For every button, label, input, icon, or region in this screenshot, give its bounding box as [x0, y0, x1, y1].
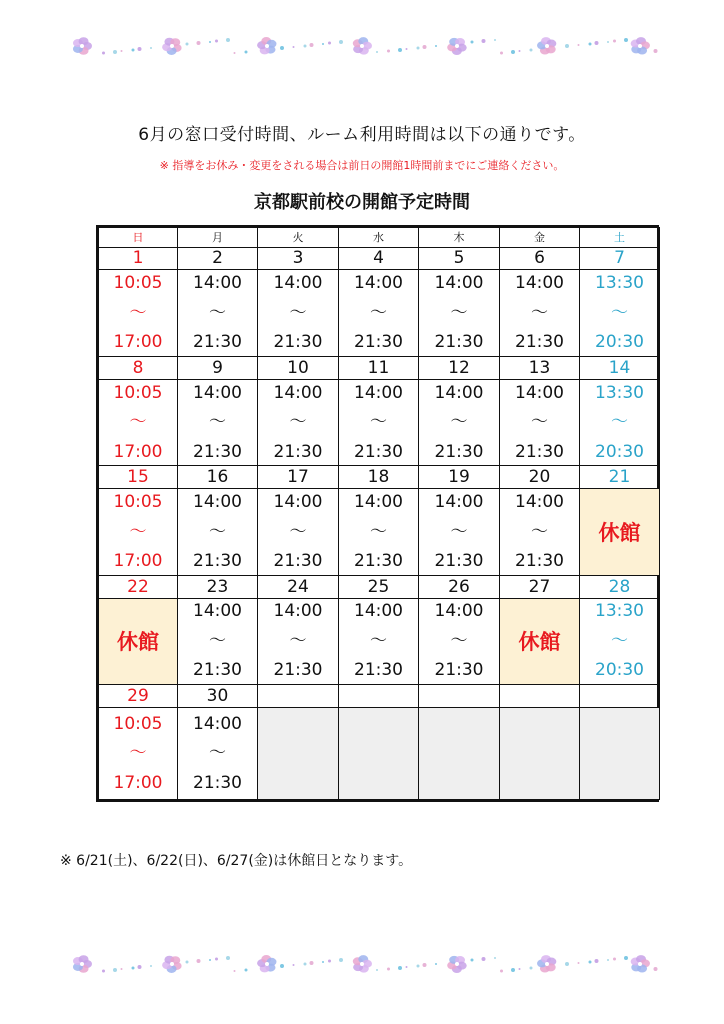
date-cell: 3: [258, 247, 339, 270]
hours-cell: [178, 708, 258, 800]
date-cell: 17: [258, 466, 339, 489]
opening-hours: [580, 275, 659, 351]
empty-cell: [339, 708, 419, 800]
dot-icon: [339, 958, 343, 962]
dot-icon: [607, 959, 609, 961]
range-tilde: ～: [209, 743, 226, 763]
dot-icon: [654, 967, 658, 971]
range-tilde: ～: [209, 412, 226, 433]
hours-cell: [419, 598, 500, 685]
close-time: 21:30: [515, 441, 564, 462]
range-tilde: ～: [289, 302, 307, 323]
opening-hours: [178, 713, 257, 793]
range-tilde: ～: [289, 412, 307, 433]
dot-icon: [310, 961, 314, 965]
range-tilde: ～: [450, 302, 468, 323]
dot-icon: [565, 962, 569, 966]
date-cell: [419, 685, 500, 708]
dot-icon: [226, 956, 230, 960]
dot-icon: [565, 44, 569, 48]
date-cell: [258, 685, 339, 708]
date-cell: 11: [339, 357, 419, 380]
range-tilde: ～: [531, 302, 548, 323]
close-time: 21:30: [193, 660, 242, 681]
close-time: 21:30: [515, 332, 564, 353]
close-time: 17:00: [113, 332, 163, 353]
flower-icon: [257, 955, 276, 972]
dot-icon: [494, 957, 496, 959]
opening-hours: [99, 713, 177, 793]
dot-icon: [435, 45, 437, 47]
date-cell: 29: [99, 685, 178, 708]
calendar: [96, 225, 659, 802]
dot-icon: [589, 43, 592, 46]
opening-hours: [178, 603, 257, 679]
open-time: 14:00: [515, 382, 564, 403]
closed-days-note: ※ 6/21(土)、6/22(日)、6/27(金)は休館日となります。: [60, 853, 413, 869]
open-time: 14:00: [273, 382, 323, 403]
opening-hours: [580, 603, 659, 679]
close-time: 20:30: [595, 332, 644, 353]
date-cell: 30: [178, 685, 258, 708]
contact-notice: ※ 指導をお休み・変更をされる場合は前日の開館1時間前までにご連絡ください。: [159, 159, 565, 172]
range-tilde: ～: [289, 630, 307, 651]
hours-cell: [178, 489, 258, 576]
dot-icon: [511, 968, 515, 972]
hours-cell: [178, 270, 258, 357]
dot-icon: [398, 966, 402, 970]
open-time: 14:00: [515, 273, 564, 294]
flower-border-bottom: [62, 950, 662, 978]
opening-hours: [419, 494, 499, 570]
dot-icon: [121, 50, 123, 52]
date-cell: 18: [339, 466, 419, 489]
range-tilde: ～: [611, 630, 628, 651]
open-time: 14:00: [193, 273, 242, 294]
date-cell: [339, 685, 419, 708]
range-tilde: ～: [209, 630, 226, 651]
dot-icon: [113, 968, 117, 972]
open-time: 10:05: [113, 382, 163, 403]
dot-icon: [304, 45, 307, 48]
dot-icon: [519, 50, 521, 52]
hours-cell: [339, 489, 419, 576]
date-cell: 5: [419, 247, 500, 270]
dot-icon: [500, 52, 503, 55]
dot-icon: [471, 41, 474, 44]
empty-cell: [580, 708, 660, 800]
date-cell: 1: [99, 247, 178, 270]
open-time: 14:00: [273, 601, 323, 622]
opening-hours: [419, 382, 499, 462]
hours-cell: [99, 489, 178, 576]
open-time: 14:00: [193, 382, 242, 403]
close-time: 21:30: [193, 332, 242, 353]
opening-hours: [339, 494, 418, 570]
date-cell: 26: [419, 575, 500, 598]
hours-cell: [339, 270, 419, 357]
dot-icon: [226, 38, 230, 42]
range-tilde: ～: [611, 412, 628, 433]
date-cell: 28: [580, 575, 660, 598]
weekday-header: 月: [178, 228, 258, 248]
hours-cell: [258, 598, 339, 685]
dot-icon: [310, 43, 314, 47]
open-time: 14:00: [434, 492, 484, 513]
hours-cell: [339, 598, 419, 685]
range-tilde: ～: [370, 521, 387, 542]
closed-label: 休館: [117, 630, 159, 655]
close-time: 20:30: [595, 441, 644, 462]
flower-icon: [447, 956, 467, 973]
flower-icon: [447, 38, 467, 55]
dot-icon: [589, 961, 592, 964]
dot-icon: [245, 969, 248, 972]
flower-icon: [631, 955, 650, 972]
open-time: 14:00: [354, 273, 403, 294]
empty-cell: [419, 708, 500, 800]
flower-border-top: [62, 32, 662, 60]
dot-icon: [494, 39, 496, 41]
dot-icon: [435, 963, 437, 965]
date-cell: 14: [580, 357, 660, 380]
close-time: 21:30: [354, 551, 403, 572]
date-cell: 9: [178, 357, 258, 380]
hours-cell: [419, 379, 500, 466]
open-time: 14:00: [354, 601, 403, 622]
opening-hours: [419, 275, 499, 351]
flower-icon: [73, 955, 92, 973]
dot-icon: [406, 966, 408, 968]
dot-icon: [417, 47, 420, 50]
opening-hours: [339, 275, 418, 351]
open-time: 14:00: [354, 492, 403, 513]
closed-label: 休館: [598, 521, 641, 546]
dot-icon: [530, 49, 533, 52]
weekday-header: 土: [580, 228, 660, 248]
close-time: 21:30: [515, 551, 564, 572]
dot-icon: [578, 44, 580, 46]
dot-icon: [209, 959, 211, 961]
flower-icon: [162, 38, 181, 55]
opening-hours: [339, 382, 418, 462]
close-time: 21:30: [273, 551, 323, 572]
opening-hours: [258, 494, 338, 570]
date-cell: 7: [580, 247, 660, 270]
range-tilde: ～: [450, 521, 468, 542]
open-time: 14:00: [434, 601, 484, 622]
dot-icon: [215, 958, 218, 961]
dot-icon: [234, 970, 236, 972]
opening-hours: [500, 494, 579, 570]
dot-icon: [328, 960, 331, 963]
hours-cell: [339, 379, 419, 466]
dot-icon: [398, 48, 402, 52]
date-cell: 10: [258, 357, 339, 380]
range-tilde: ～: [611, 302, 628, 323]
dot-icon: [406, 48, 408, 50]
range-tilde: ～: [129, 412, 147, 433]
date-cell: [500, 685, 580, 708]
hours-cell: [99, 708, 178, 800]
flower-icon: [353, 37, 372, 54]
open-time: 13:30: [595, 382, 644, 403]
open-time: 10:05: [113, 492, 163, 513]
range-tilde: ～: [450, 412, 468, 433]
opening-hours: [99, 275, 177, 351]
opening-hours: [99, 382, 177, 462]
flower-garland-icon: [62, 32, 662, 60]
open-time: 14:00: [515, 492, 564, 513]
hours-cell: [580, 379, 660, 466]
dot-icon: [113, 50, 117, 54]
opening-hours: [500, 382, 579, 462]
date-cell: 21: [580, 466, 660, 489]
date-cell: 20: [500, 466, 580, 489]
calendar-grid: [98, 227, 660, 800]
empty-cell: [258, 708, 339, 800]
hours-cell: [500, 379, 580, 466]
close-time: 17:00: [113, 551, 163, 572]
dot-icon: [150, 47, 152, 49]
close-time: 21:30: [273, 441, 323, 462]
dot-icon: [215, 40, 218, 43]
open-time: 14:00: [273, 273, 323, 294]
dot-icon: [471, 959, 474, 962]
dot-icon: [304, 963, 307, 966]
open-time: 14:00: [354, 382, 403, 403]
dot-icon: [500, 970, 503, 973]
dot-icon: [132, 967, 135, 970]
page-title: 京都駅前校の開館予定時間: [254, 192, 470, 213]
intro-text: 6月の窓口受付時間、ルーム利用時間は以下の通りです。: [138, 125, 586, 145]
closed-cell: [500, 598, 580, 685]
date-cell: 15: [99, 466, 178, 489]
dot-icon: [624, 38, 628, 42]
flower-icon: [537, 955, 556, 972]
dot-icon: [376, 51, 378, 53]
dot-icon: [387, 968, 390, 971]
range-tilde: ～: [209, 302, 226, 323]
dot-icon: [578, 962, 580, 964]
hours-cell: [258, 270, 339, 357]
closed-cell: [99, 598, 178, 685]
dot-icon: [387, 50, 390, 53]
dot-icon: [132, 49, 135, 52]
date-cell: 6: [500, 247, 580, 270]
dot-icon: [209, 41, 211, 43]
weekday-header: 木: [419, 228, 500, 248]
date-cell: 12: [419, 357, 500, 380]
opening-hours: [339, 603, 418, 679]
dot-icon: [624, 956, 628, 960]
date-cell: 19: [419, 466, 500, 489]
opening-hours: [258, 275, 338, 351]
hours-cell: [580, 598, 660, 685]
range-tilde: ～: [531, 412, 548, 433]
date-cell: 24: [258, 575, 339, 598]
empty-cell: [500, 708, 580, 800]
flower-icon: [631, 37, 650, 54]
opening-hours: [178, 494, 257, 570]
range-tilde: ～: [370, 302, 387, 323]
dot-icon: [613, 958, 616, 961]
range-tilde: ～: [129, 521, 147, 542]
close-time: 20:30: [595, 660, 644, 681]
open-time: 14:00: [434, 382, 484, 403]
range-tilde: ～: [129, 743, 147, 763]
dot-icon: [293, 964, 295, 966]
opening-hours: [419, 603, 499, 679]
dot-icon: [654, 49, 658, 53]
dot-icon: [423, 45, 427, 49]
hours-cell: [500, 489, 580, 576]
close-time: 21:30: [434, 551, 484, 572]
dot-icon: [121, 968, 123, 970]
dot-icon: [613, 40, 616, 43]
dot-icon: [322, 961, 324, 963]
opening-hours: [178, 382, 257, 462]
close-time: 21:30: [434, 660, 484, 681]
dot-icon: [150, 965, 152, 967]
hours-cell: [500, 270, 580, 357]
opening-hours: [258, 603, 338, 679]
dot-icon: [245, 51, 248, 54]
dot-icon: [519, 968, 521, 970]
date-cell: 23: [178, 575, 258, 598]
opening-hours: [258, 382, 338, 462]
range-tilde: ～: [209, 521, 226, 542]
dot-icon: [328, 42, 331, 45]
dot-icon: [322, 43, 324, 45]
date-cell: [580, 685, 660, 708]
close-time: 21:30: [354, 660, 403, 681]
dot-icon: [511, 50, 515, 54]
date-cell: 2: [178, 247, 258, 270]
dot-icon: [595, 959, 599, 963]
range-tilde: ～: [129, 302, 147, 323]
hours-cell: [258, 489, 339, 576]
close-time: 21:30: [273, 332, 323, 353]
open-time: 13:30: [595, 273, 644, 294]
date-cell: 27: [500, 575, 580, 598]
dot-icon: [138, 965, 142, 969]
range-tilde: ～: [370, 412, 387, 433]
hours-cell: [419, 489, 500, 576]
open-time: 14:00: [193, 713, 242, 734]
dot-icon: [293, 46, 295, 48]
hours-cell: [419, 270, 500, 357]
close-time: 21:30: [193, 551, 242, 572]
close-time: 21:30: [193, 772, 242, 793]
range-tilde: ～: [289, 521, 307, 542]
dot-icon: [234, 52, 236, 54]
dot-icon: [417, 965, 420, 968]
hours-cell: [178, 598, 258, 685]
dot-icon: [280, 964, 284, 968]
closed-label: 休館: [518, 630, 561, 655]
opening-hours: [99, 494, 177, 570]
date-cell: 25: [339, 575, 419, 598]
dot-icon: [197, 41, 201, 45]
date-cell: 22: [99, 575, 178, 598]
range-tilde: ～: [450, 630, 468, 651]
opening-hours: [178, 275, 257, 351]
dot-icon: [482, 957, 486, 961]
hours-cell: [99, 270, 178, 357]
flower-icon: [353, 955, 372, 972]
opening-hours: [580, 382, 659, 462]
dot-icon: [280, 46, 284, 50]
open-time: 14:00: [193, 601, 242, 622]
hours-cell: [580, 270, 660, 357]
hours-cell: [178, 379, 258, 466]
dot-icon: [186, 43, 189, 46]
close-time: 21:30: [273, 660, 323, 681]
close-time: 21:30: [354, 332, 403, 353]
dot-icon: [376, 969, 378, 971]
close-time: 17:00: [113, 441, 163, 462]
date-cell: 16: [178, 466, 258, 489]
dot-icon: [595, 41, 599, 45]
flower-icon: [73, 37, 92, 55]
open-time: 10:05: [113, 273, 163, 294]
close-time: 21:30: [193, 441, 242, 462]
flower-icon: [257, 37, 276, 54]
date-cell: 8: [99, 357, 178, 380]
dot-icon: [186, 961, 189, 964]
open-time: 14:00: [434, 273, 484, 294]
close-time: 21:30: [434, 332, 484, 353]
date-cell: 4: [339, 247, 419, 270]
hours-cell: [99, 379, 178, 466]
close-time: 21:30: [434, 441, 484, 462]
flower-icon: [537, 37, 556, 54]
flower-icon: [162, 956, 181, 973]
weekday-header: 金: [500, 228, 580, 248]
dot-icon: [339, 40, 343, 44]
dot-icon: [102, 970, 105, 973]
dot-icon: [482, 39, 486, 43]
close-time: 21:30: [354, 441, 403, 462]
range-tilde: ～: [531, 521, 548, 542]
dot-icon: [423, 963, 427, 967]
weekday-header: 日: [99, 228, 178, 248]
open-time: 10:05: [113, 713, 163, 734]
dot-icon: [102, 52, 105, 55]
opening-hours: [500, 275, 579, 351]
range-tilde: ～: [370, 630, 387, 651]
close-time: 17:00: [113, 772, 163, 793]
open-time: 14:00: [273, 492, 323, 513]
dot-icon: [138, 47, 142, 51]
weekday-header: 火: [258, 228, 339, 248]
closed-cell: [580, 489, 660, 576]
weekday-header: 水: [339, 228, 419, 248]
date-cell: 13: [500, 357, 580, 380]
hours-cell: [258, 379, 339, 466]
dot-icon: [530, 967, 533, 970]
open-time: 13:30: [595, 601, 644, 622]
dot-icon: [607, 41, 609, 43]
dot-icon: [197, 959, 201, 963]
flower-garland-icon: [62, 950, 662, 978]
open-time: 14:00: [193, 492, 242, 513]
